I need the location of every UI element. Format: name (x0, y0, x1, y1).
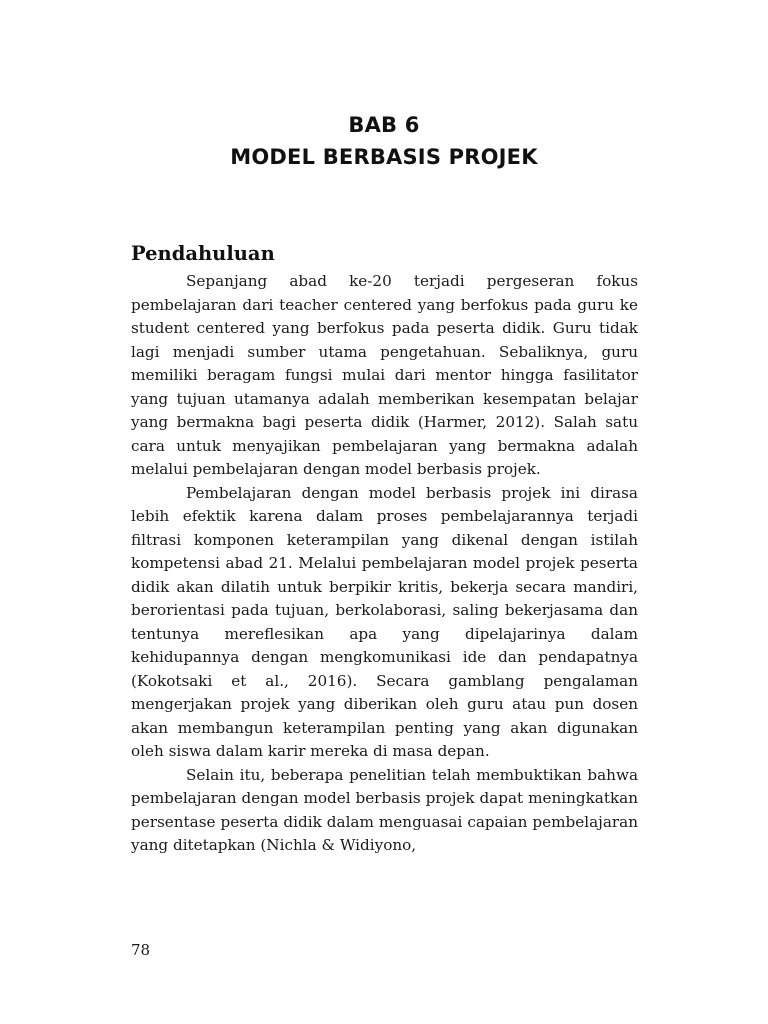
section-heading: Pendahuluan (131, 242, 275, 265)
body-text (131, 270, 638, 858)
paragraph-1: Sepanjang abad ke-20 terjadi pergeseran fokus pembelajaran dari teacher centered yang berfokus pada guru ke student centered yang berfokus pada peserta didik. Guru tidak lagi menjadi sumber utama pengetahuan. Sebaliknya, guru memiliki beragam fungsi mulai dari mentor hingga fasilitator yang tujuan utamanya adalah memberikan kesempatan belajar yang bermakna bagi peserta didik (Harmer, 2012). Salah satu cara untuk menyajikan pembelajaran yang bermakna adalah melalui pembelajaran dengan model berbasis projek. (131, 272, 638, 478)
chapter-title: MODEL BERBASIS PROJEK (230, 145, 538, 169)
page-number: 78 (131, 941, 151, 959)
paragraph-2: Pembelajaran dengan model berbasis projek ini dirasa lebih efektik karena dalam proses pembelajarannya terjadi filtrasi komponen keterampilan yang dikenal dengan istilah kompetensi abad 21. Melalui pembelajaran model projek peserta didik akan dilatih untuk berpikir kritis, bekerja secara mandiri, berorientasi pada tujuan, berkolaborasi, saling bekerjasama dan tentunya mereflesikan apa yang dipelajarinya dalam kehidupannya dengan mengkomunikasi ide dan pendapatnya (Kokotsaki et al., 2016). Secara gamblang pengalaman mengerjakan projek yang diberikan oleh guru atau pun dosen akan membangun keterampilan penting yang akan digunakan oleh siswa dalam karir mereka di masa depan. (131, 483, 638, 760)
paragraph-3: Selain itu, beberapa penelitian telah membuktikan bahwa pembelajaran dengan model berbasis projek dapat meningkatkan persentase peserta didik dalam menguasai capaian pembelajaran yang ditetapkan (Nichla & Widiyono, (131, 765, 638, 854)
chapter-number: BAB 6 (348, 113, 420, 137)
